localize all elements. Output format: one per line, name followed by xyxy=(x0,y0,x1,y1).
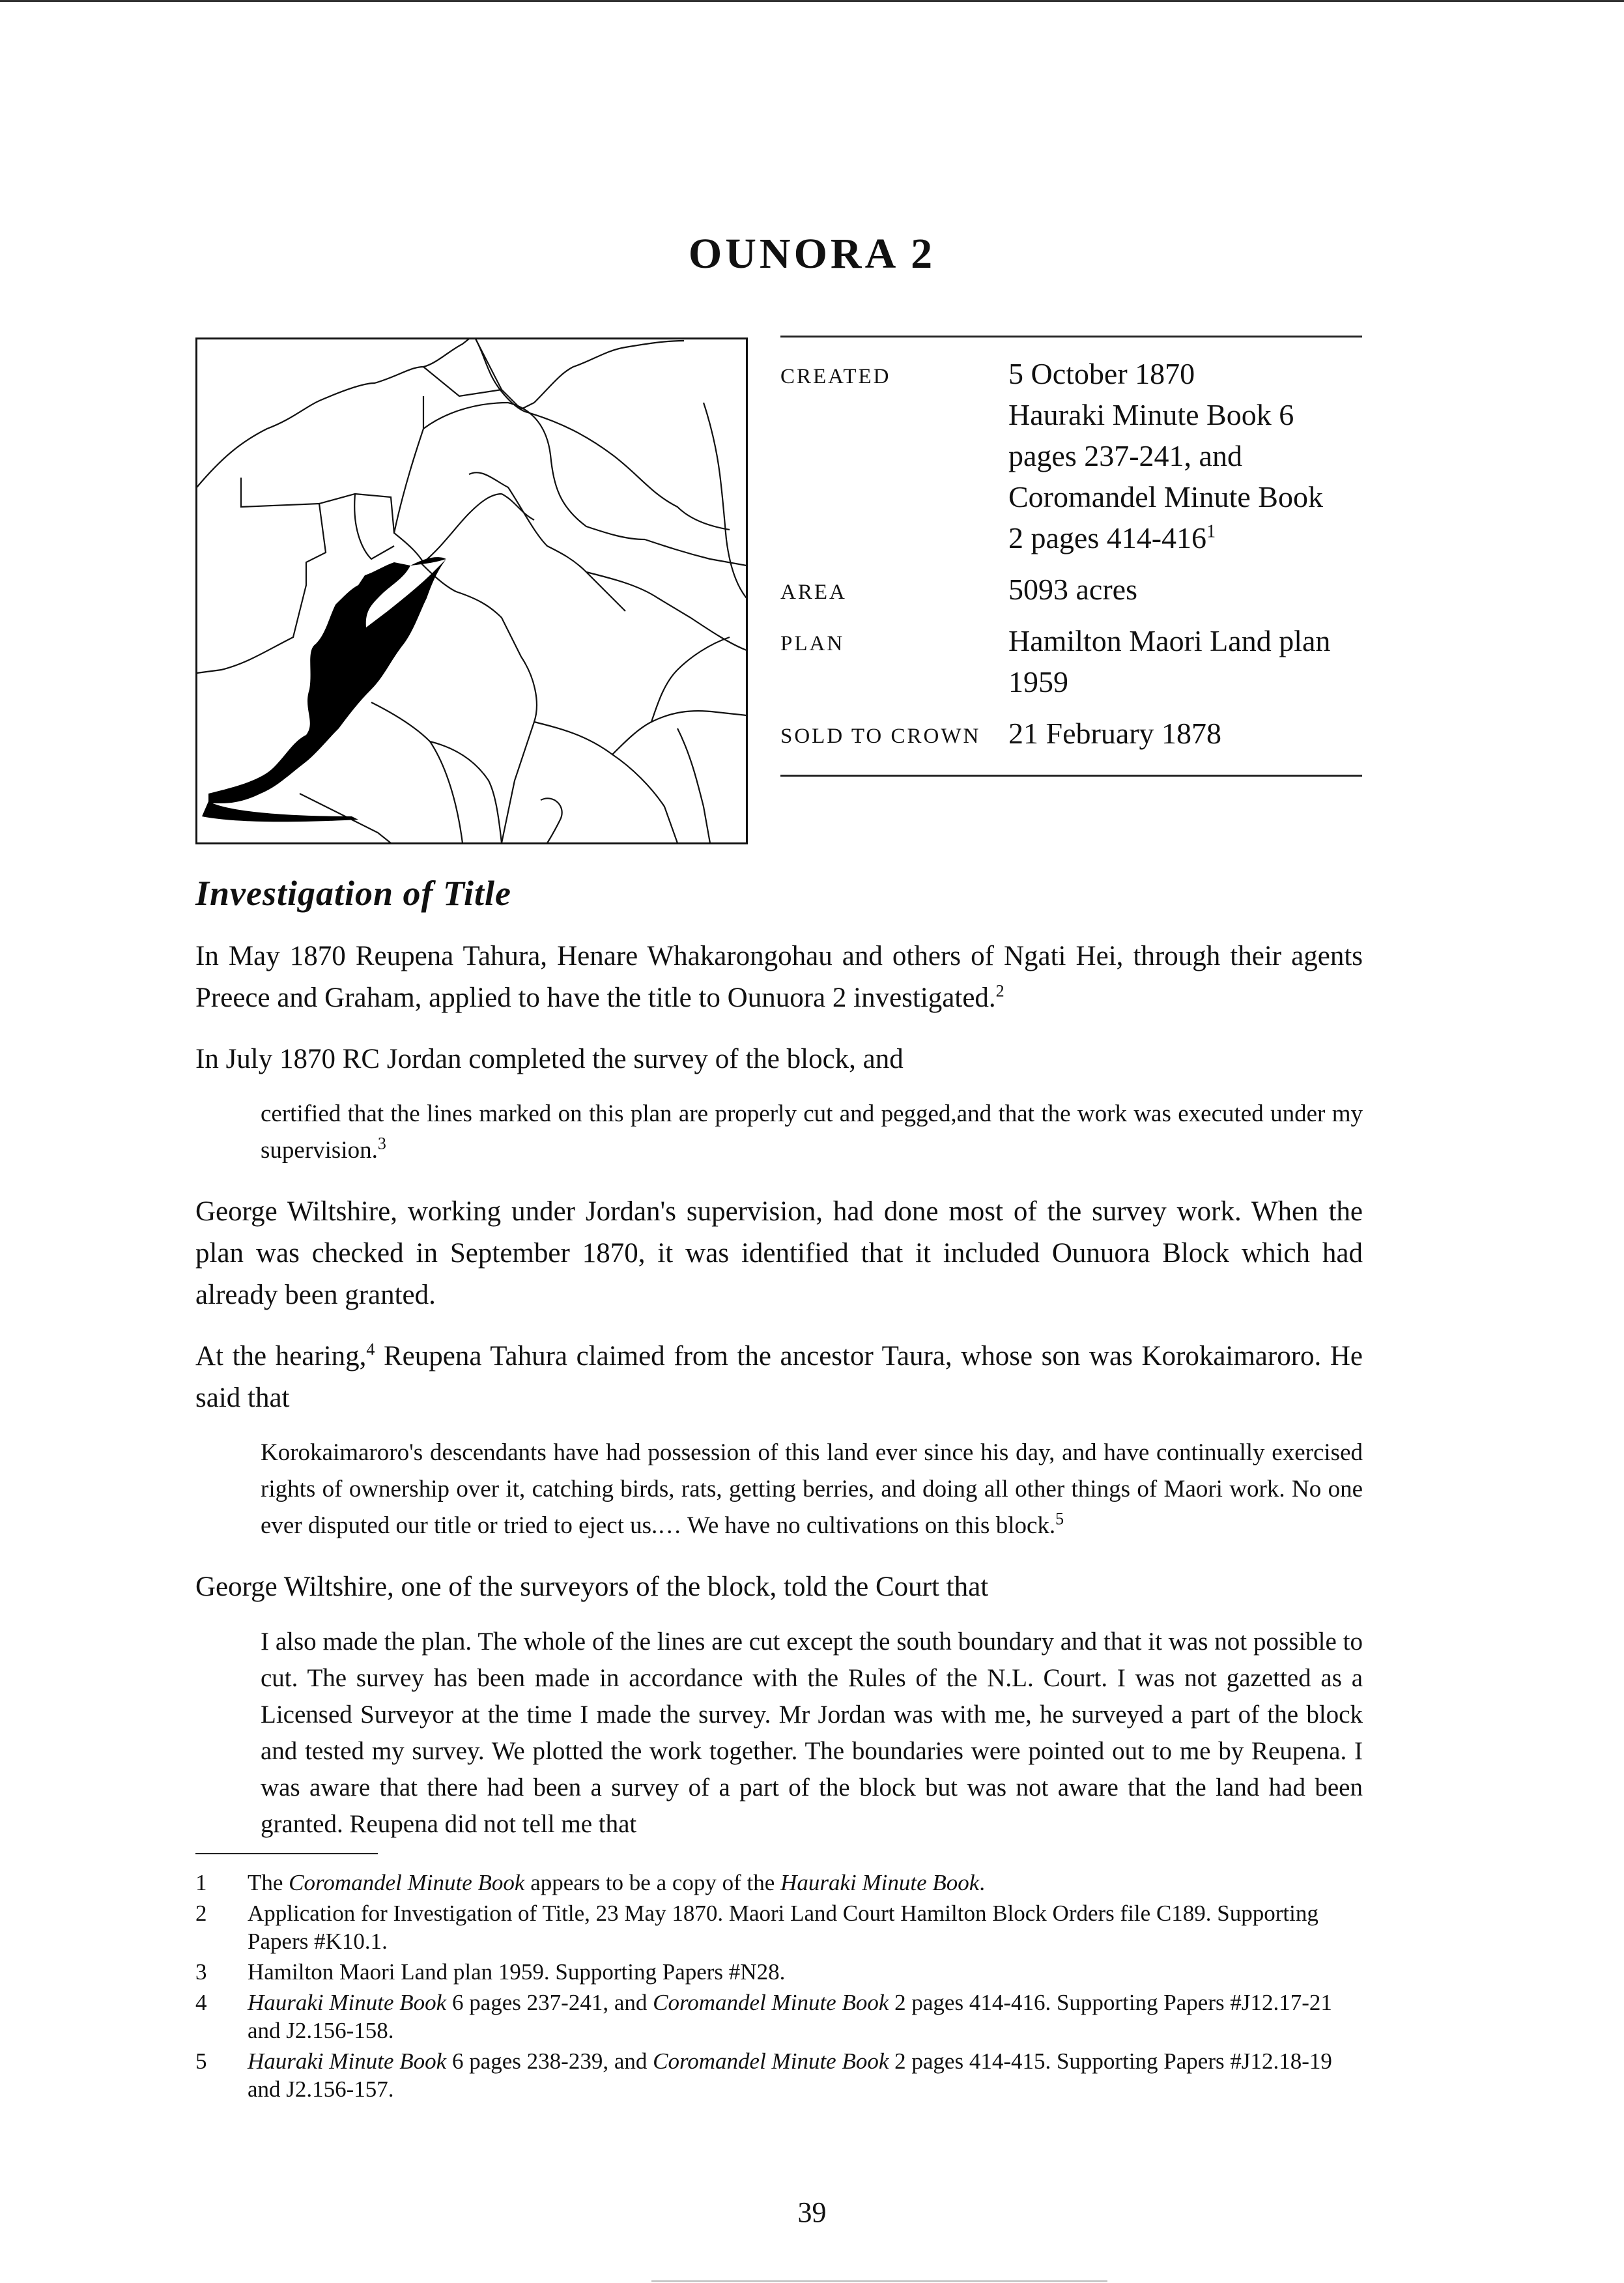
body-paragraph: George Wiltshire, working under Jordan's supervision, had done most of the survey work. When the plan was checked in September 1870, it was identified that it included Ounuora Block which had already been granted. xyxy=(195,1196,1363,1310)
footnote-text: The xyxy=(248,1870,289,1895)
footnote xyxy=(195,2047,1363,2103)
footnote-italic: Hauraki Minute Book xyxy=(248,1990,447,2015)
footnote-italic: Hauraki Minute Book xyxy=(248,2048,447,2074)
footnote-italic: Coromandel Minute Book xyxy=(289,1870,525,1895)
location-map xyxy=(195,337,748,844)
sold-value: 21 February 1878 xyxy=(1008,717,1222,750)
footnote xyxy=(195,1958,1363,1986)
block-info-panel xyxy=(780,336,1362,777)
footnote-italic: Hauraki Minute Book xyxy=(780,1870,980,1895)
info-row-plan xyxy=(780,618,1362,710)
info-top-rule xyxy=(780,336,1362,337)
paragraph-text: At the hearing, xyxy=(195,1341,367,1371)
quote-text: certified that the lines marked on this plan are properly cut and pegged,and that the work was executed under my supervision. xyxy=(261,1100,1363,1164)
footnote-text: 6 pages 238-239, and xyxy=(446,2048,653,2074)
page-title: OUNORA 2 xyxy=(688,230,936,278)
footnote-number: 3 xyxy=(195,1959,207,1985)
footnote-italic: Coromandel Minute Book xyxy=(653,1990,889,2015)
footnote-text: Hamilton Maori Land plan 1959. Supporting Papers #N28. xyxy=(248,1959,786,1985)
area-value: 5093 acres xyxy=(1008,573,1137,606)
footnote-number: 2 xyxy=(195,1901,207,1926)
quote-text: Korokaimaroro's descendants have had possession of this land ever since his day, and have continually exercised rights of ownership over it, catching birds, rats, getting berries, and doing all other things of Maori work. No one ever disputed our title or tried to eject us.… We have no cultivations on this block. xyxy=(261,1439,1363,1539)
plan-line: Hamilton Maori Land plan xyxy=(1008,624,1331,657)
footnote-italic: Coromandel Minute Book xyxy=(653,2048,889,2074)
paragraph-text: Reupena Tahura claimed from the ancestor Taura, whose son was Korokaimaroro. He said that xyxy=(195,1341,1363,1413)
page-number: 39 xyxy=(797,2196,827,2228)
block-quote xyxy=(261,1096,1363,1169)
footnote-number: 4 xyxy=(195,1990,207,2015)
body-paragraph: In July 1870 RC Jordan completed the survey of the block, and xyxy=(195,1044,904,1074)
footnote-text: 6 pages 237-241, and xyxy=(446,1990,653,2015)
footnote-text: appears to be a copy of the xyxy=(524,1870,781,1895)
info-row-created xyxy=(780,351,1362,566)
footnote xyxy=(195,1869,1363,1897)
sold-label: SOLD TO CROWN xyxy=(780,725,981,748)
section-heading: Investigation of Title xyxy=(195,874,511,913)
body-paragraph: George Wiltshire, one of the surveyors of the block, told the Court that xyxy=(195,1572,989,1602)
created-label: CREATED xyxy=(780,365,891,388)
main-content xyxy=(195,873,1363,2106)
footnote xyxy=(195,1899,1363,1955)
created-value xyxy=(1008,351,1362,566)
block-quote xyxy=(261,1435,1363,1544)
footnote-ref-1: 1 xyxy=(1206,521,1216,542)
body-paragraph xyxy=(195,936,1363,1019)
footnote xyxy=(195,1989,1363,2045)
footnote-ref-2: 2 xyxy=(995,981,1004,1001)
footnote-ref-5: 5 xyxy=(1055,1509,1064,1529)
footnote-number: 5 xyxy=(195,2048,207,2074)
bottom-scan-line xyxy=(651,2280,1107,2282)
created-line-last xyxy=(1008,517,1362,558)
plan-label: PLAN xyxy=(780,632,845,655)
info-bottom-rule xyxy=(780,775,1362,777)
created-line: 5 October 1870 xyxy=(1008,357,1195,390)
block-quote: I also made the plan. The whole of the lines are cut except the south boundary and that it was not possible to cut. The survey has been made in accordance with the Rules of the N.L. Court. I was not gazetted as a Licensed Surveyor at the time I made the survey. Mr Jordan was with me, he surveyed a part of the block and tested my survey. We plotted the work together. The boundaries were pointed out to me by Reupena. I was aware that there had been a survey of a part of the block but was not aware that the land had been granted. Reupena did not tell me that xyxy=(261,1628,1363,1838)
info-row-area xyxy=(780,566,1362,618)
footnote-number: 1 xyxy=(195,1870,207,1895)
footnote-text: Application for Investigation of Title, 23 May 1870. Maori Land Court Hamilton Block Orders file C189. Supporting Papers #K10.1. xyxy=(248,1901,1318,1954)
footnote-text: . xyxy=(979,1870,986,1895)
created-line: Hauraki Minute Book 6 xyxy=(1008,398,1294,431)
footnote-ref-3: 3 xyxy=(377,1134,386,1153)
info-row-sold xyxy=(780,710,1362,762)
plan-line: 1959 xyxy=(1008,665,1068,698)
footnote-separator xyxy=(195,1853,378,1854)
top-border-line xyxy=(0,0,1624,2)
paragraph-text: In May 1870 Reupena Tahura, Henare Whakarongohau and others of Ngati Hei, through their agents Preece and Graham, applied to have the title to Ounuora 2 investigated. xyxy=(195,941,1363,1013)
footnote-text: 2 pages 414-415. Supporting Papers #J12.18-19 and J2.156-157. xyxy=(248,2048,1332,2102)
created-pages: 2 pages 414-416 xyxy=(1008,521,1207,554)
body-paragraph xyxy=(195,1336,1363,1419)
footnote-ref-4: 4 xyxy=(366,1340,375,1359)
footnote-text: 2 pages 414-416. Supporting Papers #J12.17-21 and J2.156-158. xyxy=(248,1990,1332,2043)
area-label: AREA xyxy=(780,581,847,604)
created-line: Coromandel Minute Book xyxy=(1008,480,1323,513)
block-info-table xyxy=(780,351,1362,762)
plan-value xyxy=(1008,618,1362,710)
created-line: pages 237-241, and xyxy=(1008,439,1242,472)
